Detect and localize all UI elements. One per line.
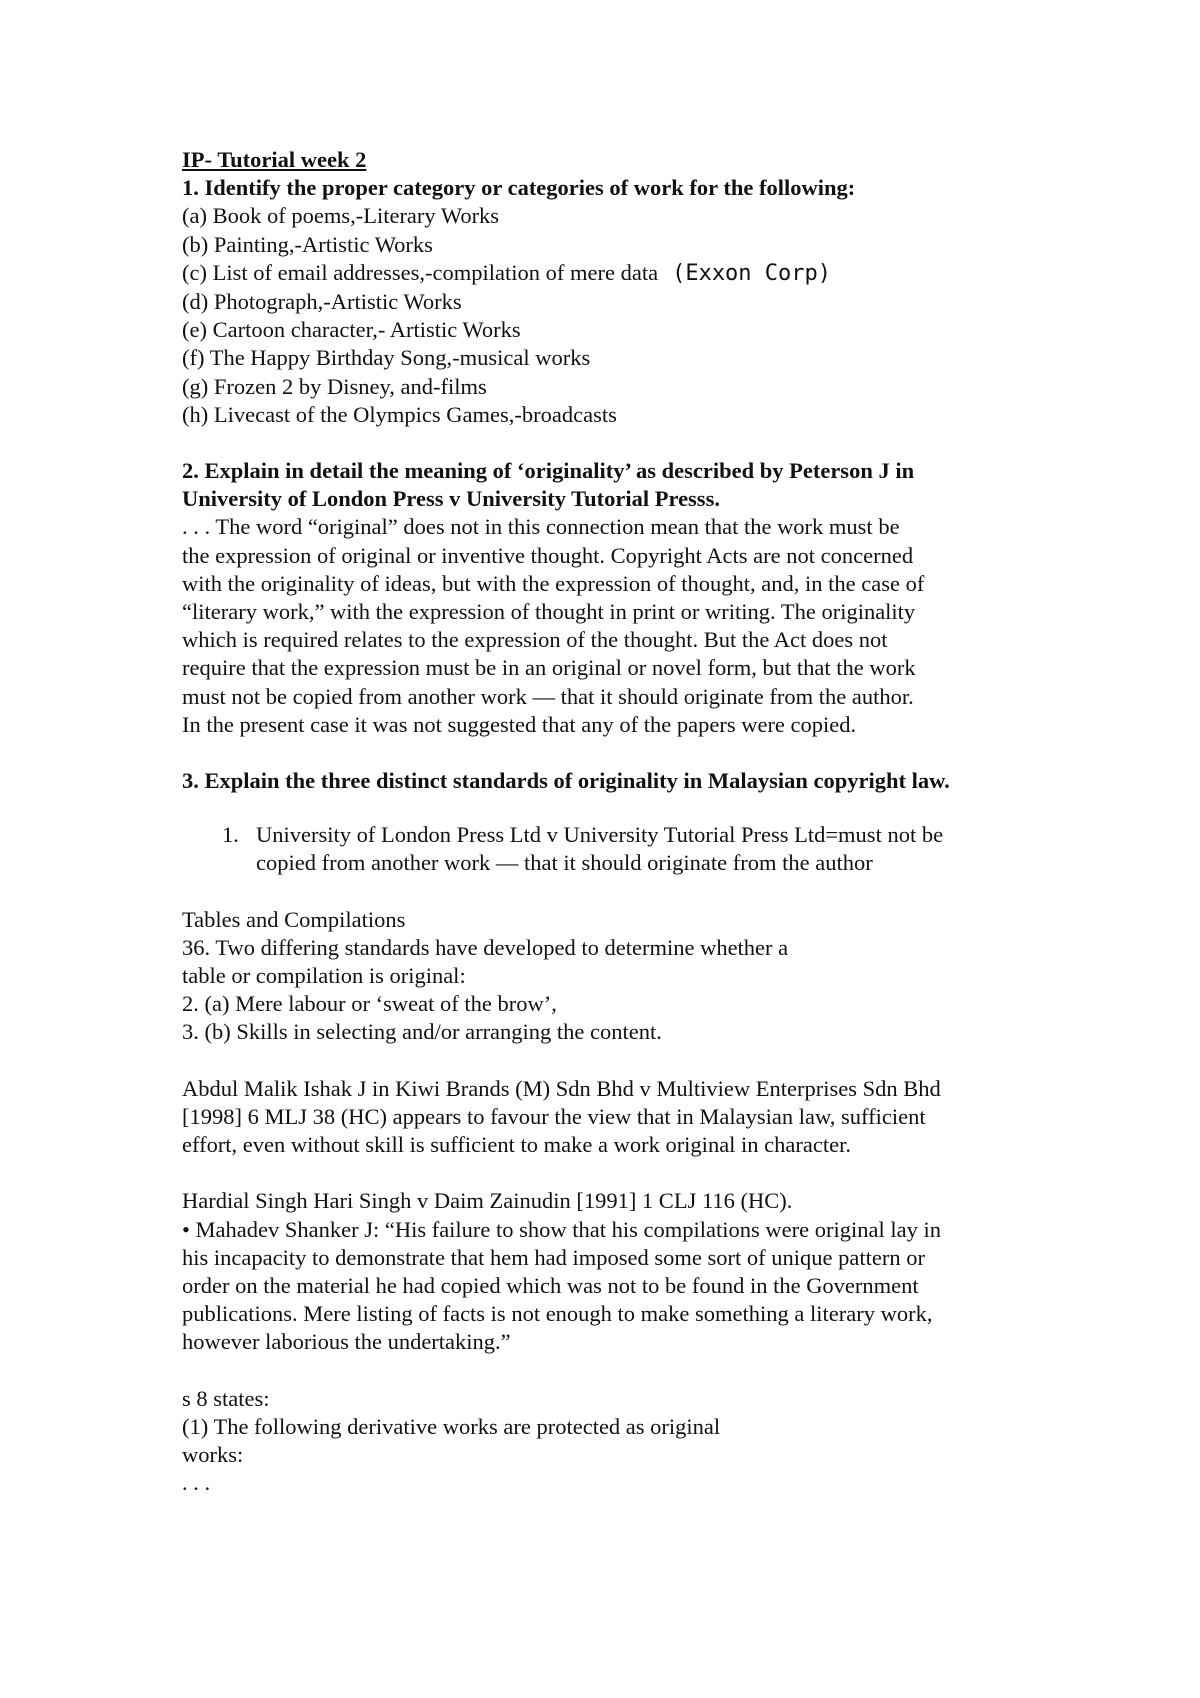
quote-line: must not be copied from another work — that it should originate from the author. bbox=[182, 683, 914, 709]
spacer bbox=[182, 1159, 1062, 1187]
spacer bbox=[182, 1357, 1062, 1385]
standard-point-1 bbox=[182, 821, 1062, 849]
quote-line: the expression of original or inventive thought. Copyright Acts are not concerned bbox=[182, 542, 914, 568]
tables-line: 3. (b) Skills in selecting and/or arranging the content. bbox=[182, 1019, 662, 1045]
s8-line: s 8 states: bbox=[182, 1385, 270, 1411]
hardial-case-line: publications. Mere listing of facts is not enough to make something a literary work, bbox=[182, 1301, 933, 1327]
question-3-heading: 3. Explain the three distinct standards of originality in Malaysian copyright law. bbox=[182, 768, 950, 794]
quote-line: with the originality of ideas, but with the expression of thought, and, in the case of bbox=[182, 570, 925, 596]
hardial-case-line: Hardial Singh Hari Singh v Daim Zainudin [1991] 1 CLJ 116 (HC). bbox=[182, 1188, 793, 1214]
list-number: 1. bbox=[222, 822, 239, 848]
standard-point-1-line-2: copied from another work — that it should originate from the author bbox=[256, 850, 873, 876]
tables-line: table or compilation is original: bbox=[182, 963, 466, 989]
answer-item-c: (c) List of email addresses,-compilation of mere data bbox=[182, 259, 659, 285]
tables-line: 36. Two differing standards have developed to determine whether a bbox=[182, 934, 789, 960]
exxon-note: (Exxon Corp) bbox=[672, 260, 832, 286]
document-page bbox=[182, 146, 1062, 1497]
question-1-heading: 1. Identify the proper category or categories of work for the following: bbox=[182, 175, 856, 201]
question-2-heading-line-2: University of London Press v University Tutorial Presss. bbox=[182, 486, 720, 512]
answer-item-d: (d) Photograph,-Artistic Works bbox=[182, 289, 462, 315]
answer-item-c-row bbox=[182, 259, 1062, 288]
quote-line: which is required relates to the expression of the thought. But the Act does not bbox=[182, 627, 888, 653]
spacer bbox=[182, 429, 1062, 457]
spacer bbox=[182, 795, 1062, 821]
s8-line: works: bbox=[182, 1441, 244, 1467]
answer-item-g: (g) Frozen 2 by Disney, and-films bbox=[182, 373, 487, 399]
hardial-case-line: order on the material he had copied which was not to be found in the Government bbox=[182, 1272, 919, 1298]
hardial-case-line: his incapacity to demonstrate that hem had imposed some sort of unique pattern or bbox=[182, 1244, 925, 1270]
hardial-case-line: • Mahadev Shanker J: “His failure to show that his compilations were original lay in bbox=[182, 1216, 941, 1242]
answer-item-f: (f) The Happy Birthday Song,-musical works bbox=[182, 345, 591, 371]
answer-item-b: (b) Painting,-Artistic Works bbox=[182, 231, 433, 257]
question-2-heading-line-1: 2. Explain in detail the meaning of ‘originality’ as described by Peterson J in bbox=[182, 458, 915, 484]
standard-point-1-line-1: University of London Press Ltd v University Tutorial Press Ltd=must not be bbox=[256, 822, 944, 848]
document-title: IP- Tutorial week 2 bbox=[182, 147, 367, 172]
kiwi-case-line: effort, even without skill is sufficient to make a work original in character. bbox=[182, 1132, 851, 1158]
spacer bbox=[182, 739, 1062, 767]
s8-line: . . . bbox=[182, 1470, 211, 1496]
hardial-case-line: however laborious the undertaking.” bbox=[182, 1329, 511, 1355]
spacer bbox=[182, 1047, 1062, 1075]
kiwi-case-line: [1998] 6 MLJ 38 (HC) appears to favour the view that in Malaysian law, sufficient bbox=[182, 1103, 926, 1129]
tables-heading: Tables and Compilations bbox=[182, 906, 406, 932]
quote-line: In the present case it was not suggested that any of the papers were copied. bbox=[182, 711, 857, 737]
answer-item-a: (a) Book of poems,-Literary Works bbox=[182, 203, 500, 229]
quote-line: . . . The word “original” does not in this connection mean that the work must be bbox=[182, 514, 900, 540]
answer-item-h: (h) Livecast of the Olympics Games,-broadcasts bbox=[182, 401, 617, 427]
s8-line: (1) The following derivative works are protected as original bbox=[182, 1413, 721, 1439]
kiwi-case-line: Abdul Malik Ishak J in Kiwi Brands (M) Sdn Bhd v Multiview Enterprises Sdn Bhd bbox=[182, 1075, 941, 1101]
answer-item-e: (e) Cartoon character,- Artistic Works bbox=[182, 317, 521, 343]
quote-line: require that the expression must be in an original or novel form, but that the work bbox=[182, 655, 916, 681]
spacer bbox=[182, 878, 1062, 906]
tables-line: 2. (a) Mere labour or ‘sweat of the brow’, bbox=[182, 991, 557, 1017]
quote-line: “literary work,” with the expression of thought in print or writing. The originality bbox=[182, 599, 916, 625]
